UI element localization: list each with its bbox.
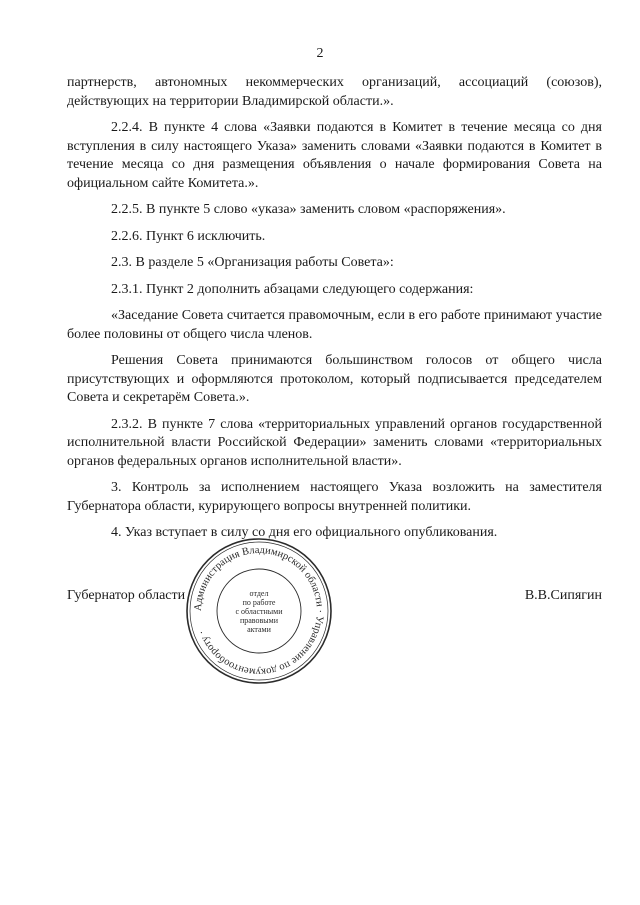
paragraph: 2.2.6. Пункт 6 исключить. <box>111 228 266 244</box>
page-number: 2 <box>316 46 324 61</box>
signatory-name: В.В.Сипягин <box>524 588 602 603</box>
document-body <box>67 74 602 551</box>
paragraph: 2.3.2. В пункте 7 слова «территориальных управлений органов государственной исполнительной власти Российской Федерации» заменить словами «территориальных органов федеральных органов исполнительной власти». <box>67 416 602 469</box>
stamp-center-line: по работе <box>242 598 276 607</box>
paragraph: 2.2.5. В пункте 5 слово «указа» заменить словом «распоряжения». <box>111 202 506 217</box>
paragraph: «Заседание Совета считается правомочным, если в его работе принимают участие более половины от общего числа членов. <box>67 308 602 342</box>
paragraph: 2.3. В разделе 5 «Организация работы Совета»: <box>111 255 394 270</box>
stamp-center-text <box>235 589 283 634</box>
paragraph: 2.2.4. В пункте 4 слова «Заявки подаются в Комитет в течение месяца со дня вступления в силу настоящего Указа» заменить словами «Заявки подаются в Комитет в течение месяца со дня размещения объявления о начале формирования Совета на официальном сайте Комитета.». <box>67 120 602 191</box>
official-stamp <box>184 536 334 686</box>
stamp-center-line: актами <box>247 625 271 634</box>
stamp-ring-text: Администрация Владимирской области · Управление по документообороту · <box>192 544 326 678</box>
stamp-center-line: с областными <box>235 607 283 616</box>
paragraph: 2.3.1. Пункт 2 дополнить абзацами следующего содержания: <box>111 281 474 297</box>
stamp-center-line: правовыми <box>239 616 279 625</box>
stamp-center-line: отдел <box>249 589 269 598</box>
paragraph: Решения Совета принимаются большинством голосов от общего числа присутствующих и оформляются протоколом, который подписывается председателем Совета и секретарём Совета.». <box>67 353 602 405</box>
paragraph: 3. Контроль за исполнением настоящего Указа возложить на заместителя Губернатора области, курирующего вопросы внутренней политики. <box>67 480 602 514</box>
stamp-seal-icon <box>184 536 334 686</box>
signatory-title: Губернатор области <box>67 588 186 603</box>
paragraph: партнерств, автономных некоммерческих организаций, ассоциаций (союзов), действующих на территории Владимирской области.». <box>67 75 602 109</box>
paragraph: 4. Указ вступает в силу со дня его официального опубликования. <box>111 525 498 540</box>
